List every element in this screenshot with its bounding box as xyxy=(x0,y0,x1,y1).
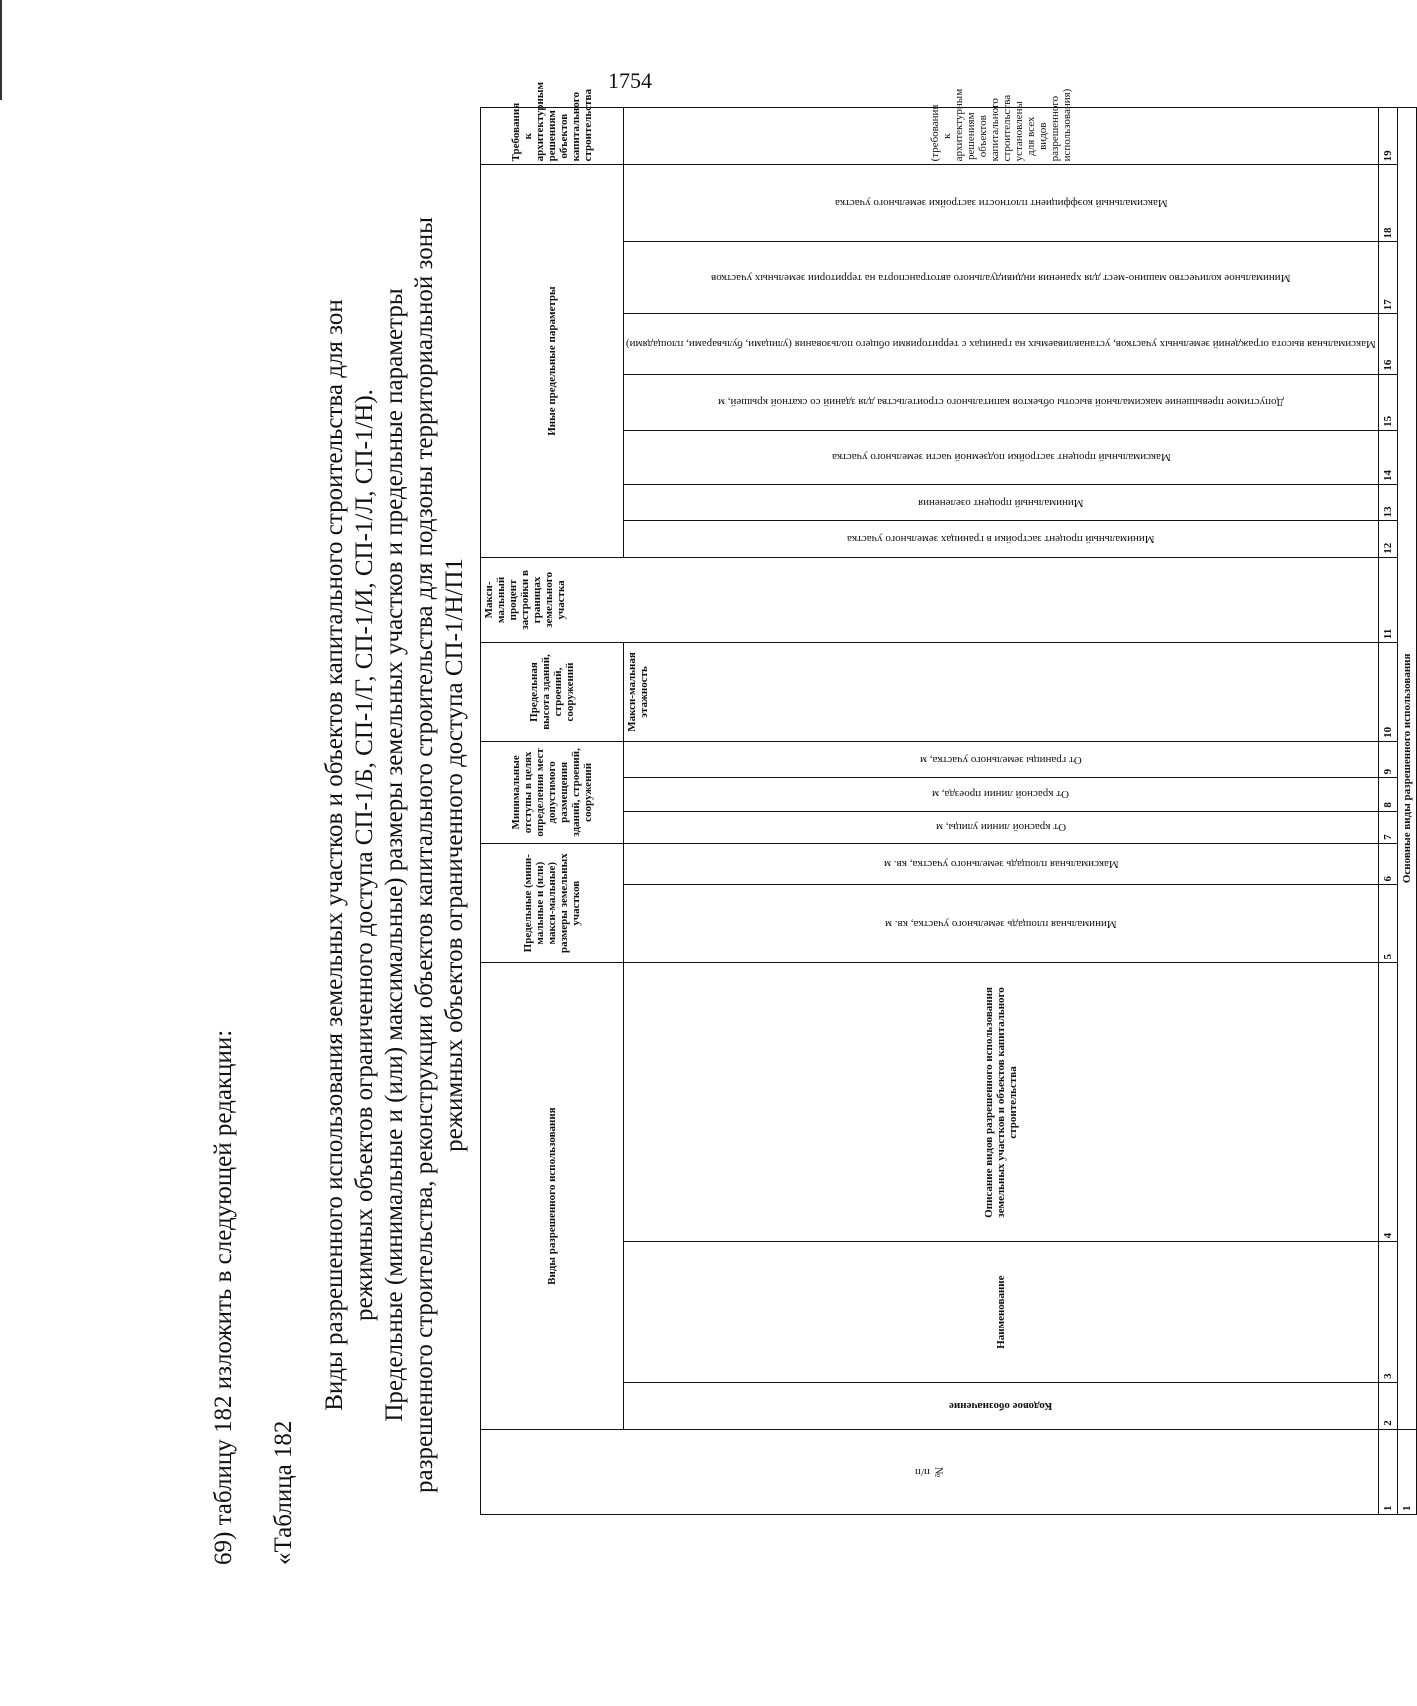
scan-edge-line xyxy=(0,0,2,100)
header-c9: От границы земельного участка, м xyxy=(624,741,1379,777)
header-c14: Максимальный процент застройки подземной части земельного участка xyxy=(624,430,1379,484)
column-number: 3 xyxy=(1378,1242,1397,1382)
header-c7: От красной линии улицы, м xyxy=(624,811,1379,843)
column-number: 10 xyxy=(1378,643,1397,742)
column-number: 5 xyxy=(1378,885,1397,963)
header-code: Кодовое обозначение xyxy=(624,1382,1379,1429)
header-c17: Минимальное количество машино-мест для хранения индивидуального автотранспорта на территории земельных участков xyxy=(624,242,1379,314)
header-height: Предельная высота зданий, строений, сооружений xyxy=(481,643,624,742)
section-row-num: 1 xyxy=(1397,1429,1416,1514)
header-c6: Максимальная площадь земельного участка, кв. м xyxy=(624,843,1379,885)
column-number: 15 xyxy=(1378,374,1397,430)
header-other: Иные предельные параметры xyxy=(481,165,624,557)
header-setbacks: Минимальные отступы в целях определения мест допустимого размещения зданий, строений, сооружений xyxy=(481,741,624,843)
column-number: 9 xyxy=(1378,741,1397,777)
header-desc: Описание видов разрешенного использования земельных участков и объектов капитального строительства xyxy=(624,963,1379,1242)
header-c5: Минимальная площадь земельного участка, кв. м xyxy=(624,885,1379,963)
header-c12: Минимальный процент застройки в границах земельного участка xyxy=(624,521,1379,557)
title-line: режимных объектов ограниченного доступа СП-1/Н/П1 xyxy=(441,558,468,1152)
header-sizes: Предельные (мини-мальные и (или) макси-мальные) размеры земельных участков xyxy=(481,843,624,963)
title-line: Предельные (минимальные и (или) максимальные) размеры земельных участков и предельные параметры xyxy=(381,288,408,1422)
column-number-row xyxy=(1378,108,1397,1515)
title-line: разрешенного строительства, реконструкции объектов капитального строительства для подзоны территориальной зоны xyxy=(411,217,438,1493)
header-coverage: Макси-мальный процент застройки в границах земельного участка xyxy=(481,557,1379,642)
column-number: 8 xyxy=(1378,778,1397,811)
header-c8: От красной линии проезда, м xyxy=(624,778,1379,811)
header-name: Наименование xyxy=(624,1242,1379,1382)
title-line: режимных объектов ограниченного доступа СП-1/Б, СП-1/Г, СП-1/И, СП-1/Л, СП-1/Н). xyxy=(351,389,378,1321)
header-floors: Макси-мальная этажность xyxy=(624,643,1379,742)
table-name: «Таблица 182 xyxy=(270,1420,297,1565)
column-number: 6 xyxy=(1378,843,1397,885)
header-c15: Допустимое превышение максимальной высоты объектов капитального строительства для зданий со скатной крышей, м xyxy=(624,374,1379,430)
rotated-content xyxy=(200,82,1413,1605)
column-number: 1 xyxy=(1378,1429,1397,1514)
header-c13: Минимальный процент озеленения xyxy=(624,484,1379,520)
column-number: 7 xyxy=(1378,811,1397,843)
column-number: 17 xyxy=(1378,242,1397,314)
column-number: 14 xyxy=(1378,430,1397,484)
section-row-label: Основные виды разрешенного использования xyxy=(1397,108,1416,1430)
title-line: Виды разрешенного использования земельных участков и объектов капитального строительства для зон xyxy=(321,299,348,1411)
column-number: 12 xyxy=(1378,521,1397,557)
table-wrap xyxy=(480,82,1417,1515)
column-number: 11 xyxy=(1378,557,1397,642)
column-number: 2 xyxy=(1378,1382,1397,1429)
table-title xyxy=(320,105,470,1605)
column-number: 19 xyxy=(1378,108,1397,165)
header-num: № п/п xyxy=(481,1429,1379,1514)
header-c18: Максимальный коэффициент плотности застройки земельного участка xyxy=(624,165,1379,242)
header-arch-note: (требования к архитектурным решениям объектов капитального строительства установлены для всех видов разрешенного использования) xyxy=(624,108,1379,165)
column-number: 18 xyxy=(1378,165,1397,242)
header-vri: Виды разрешенного использования xyxy=(481,963,624,1429)
column-number: 16 xyxy=(1378,314,1397,374)
column-number: 4 xyxy=(1378,963,1397,1242)
intro-text: 69) таблицу 182 изложить в следующей редакции: xyxy=(210,1029,237,1565)
section-row xyxy=(1397,108,1416,1515)
regulation-table xyxy=(480,82,1417,1515)
header-arch: Требования к архитектурным решениям объектов капитального строительства xyxy=(481,108,624,165)
page-number: 1754 xyxy=(608,68,652,93)
column-number: 13 xyxy=(1378,484,1397,520)
header-c16: Максимальная высота ограждений земельных участков, устанавливаемых на границах с территориями общего пользования (улицами, бульварами, площадями) xyxy=(624,314,1379,374)
